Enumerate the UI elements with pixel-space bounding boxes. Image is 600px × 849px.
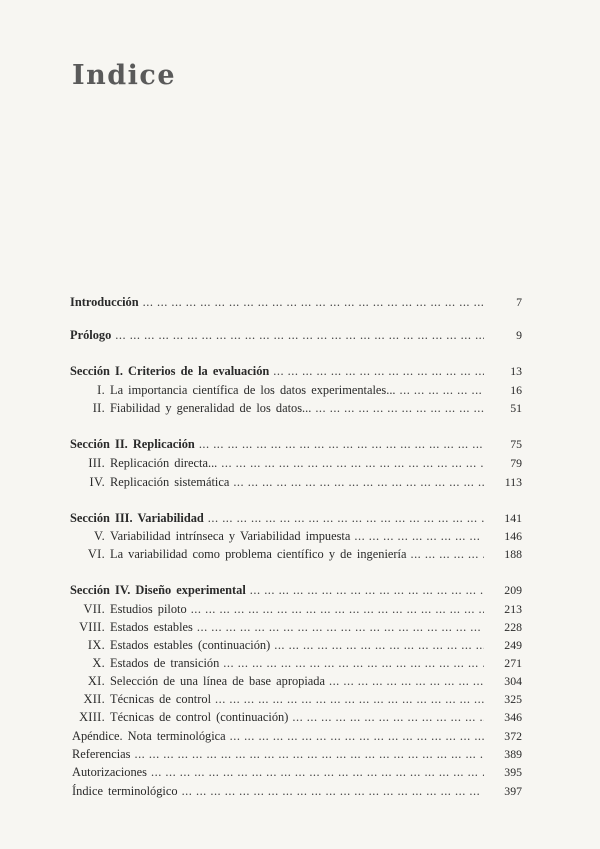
toc-leader-dots: [396, 382, 484, 399]
toc-leader-dots: [187, 601, 484, 618]
toc-entry-label: Variabilidad intrínseca y Variabilidad impuesta: [110, 529, 351, 543]
toc-entry: [70, 546, 522, 563]
toc-leader-dots: [193, 619, 484, 636]
toc-entry-label: Sección II. Replicación: [70, 437, 195, 451]
toc-leader-dots: [139, 294, 484, 311]
toc-entry: [72, 728, 522, 745]
toc-entry-page: 51: [510, 401, 522, 415]
toc-entry-page: 79: [510, 456, 522, 470]
toc-entry-label: Estudios piloto: [110, 602, 187, 616]
toc-leader-dots: [350, 528, 484, 545]
toc-entry-label: Replicación sistemática: [110, 475, 230, 489]
toc-entry-numeral: II.: [92, 401, 105, 415]
toc-entry-page: 389: [504, 747, 522, 761]
toc-leader-dots: [311, 400, 484, 417]
toc-entry-numeral: V.: [93, 529, 105, 543]
toc-entry-numeral: I.: [97, 383, 105, 397]
toc-entry-label: Técnicas de control (continuación): [110, 710, 289, 724]
toc-entry: [70, 673, 522, 690]
toc-entry-label: Sección IV. Diseño experimental: [70, 583, 246, 597]
toc-entry-label: Estados estables (continuación): [110, 638, 271, 652]
toc-entry-label: La variabilidad como problema científico y de ingeniería: [110, 547, 407, 561]
toc-entry-label: Índice terminológico: [72, 784, 178, 798]
toc-entry-numeral: XIII.: [79, 710, 105, 724]
toc-entry-page: 249: [504, 638, 522, 652]
toc-entry-page: 325: [504, 692, 522, 706]
toc-leader-dots: [229, 474, 484, 491]
toc-leader-dots: [204, 510, 484, 527]
toc-leader-dots: [211, 691, 484, 708]
toc-entry: [72, 764, 522, 781]
toc-entry-page: 9: [516, 328, 522, 342]
toc-entry-label: Referencias: [72, 747, 131, 761]
toc-leader-dots: [111, 327, 484, 344]
toc-entry: [70, 619, 522, 636]
toc-entry-label: Fiabilidad y generalidad de los datos...: [110, 401, 312, 415]
toc-leader-dots: [178, 783, 484, 800]
toc-entry-numeral: VI.: [87, 547, 105, 561]
toc-entry-label: Prólogo: [70, 328, 112, 342]
toc-entry: [70, 382, 522, 399]
toc-entry-numeral: XII.: [83, 692, 105, 706]
toc-entry-page: 397: [504, 784, 522, 798]
toc-entry-page: 213: [504, 602, 522, 616]
toc-entry-page: 146: [504, 529, 522, 543]
toc-leader-dots: [130, 746, 484, 763]
toc-entry-page: 271: [504, 656, 522, 670]
toc-entry: [70, 455, 522, 472]
toc-entry-page: 13: [510, 364, 522, 378]
toc-leader-dots: [325, 673, 484, 690]
toc-entry-page: 346: [504, 710, 522, 724]
toc-entry: [70, 436, 522, 453]
toc-entry: [70, 327, 522, 344]
toc-entry: [70, 510, 522, 527]
toc-entry-numeral: VIII.: [79, 620, 105, 634]
toc-entry: [70, 691, 522, 708]
toc-entry-label: Estados de transición: [110, 656, 220, 670]
toc-entry-numeral: IV.: [89, 475, 105, 489]
page-title: Indice: [72, 60, 177, 91]
toc-entry-label: Técnicas de control: [110, 692, 212, 706]
toc-entry: [70, 637, 522, 654]
toc-leader-dots: [288, 709, 484, 726]
toc-entry-page: 75: [510, 437, 522, 451]
toc-entry-numeral: IX.: [87, 638, 105, 652]
toc-entry-page: 372: [504, 729, 522, 743]
toc-entry: [70, 582, 522, 599]
toc-entry: [70, 363, 522, 380]
toc-entry-label: Sección III. Variabilidad: [70, 511, 204, 525]
toc-leader-dots: [219, 655, 484, 672]
toc-entry-page: 113: [504, 475, 522, 489]
toc-entry: [70, 655, 522, 672]
toc-leader-dots: [246, 582, 484, 599]
toc-entry: [70, 528, 522, 545]
toc-entry-page: 7: [516, 295, 522, 309]
toc-entry: [72, 746, 522, 763]
toc-entry-page: 304: [504, 674, 522, 688]
toc-entry-label: La importancia científica de los datos experimentales...: [110, 383, 396, 397]
toc-entry-page: 188: [504, 547, 522, 561]
toc-entry-numeral: XI.: [87, 674, 105, 688]
toc-entry-label: Apéndice. Nota terminológica: [72, 729, 226, 743]
toc-entry-page: 16: [510, 383, 522, 397]
toc-entry-page: 228: [504, 620, 522, 634]
toc-entry-page: 141: [504, 511, 522, 525]
toc-entry: [70, 709, 522, 726]
toc-leader-dots: [226, 728, 484, 745]
toc-leader-dots: [195, 436, 484, 453]
toc-leader-dots: [270, 637, 484, 654]
toc-entry-numeral: X.: [92, 656, 105, 670]
toc-entry-label: Sección I. Criterios de la evaluación: [70, 364, 270, 378]
toc-entry: [72, 783, 522, 800]
toc-leader-dots: [217, 455, 484, 472]
toc-entry: [70, 601, 522, 618]
toc-leader-dots: [406, 546, 484, 563]
toc-entry-page: 395: [504, 765, 522, 779]
toc-entry: [70, 474, 522, 491]
toc-entry-page: 209: [504, 583, 522, 597]
toc-entry-label: Autorizaciones: [72, 765, 148, 779]
toc-entry-label: Replicación directa...: [110, 456, 218, 470]
toc-entry-label: Introducción: [70, 295, 139, 309]
toc-entry-numeral: III.: [88, 456, 105, 470]
toc-entry-label: Selección de una línea de base apropiada: [110, 674, 325, 688]
toc-entry: [70, 400, 522, 417]
toc-entry: [70, 294, 522, 311]
toc-leader-dots: [269, 363, 484, 380]
toc-entry-label: Estados estables: [110, 620, 193, 634]
toc-leader-dots: [147, 764, 484, 781]
toc-entry-numeral: VII.: [83, 602, 105, 616]
